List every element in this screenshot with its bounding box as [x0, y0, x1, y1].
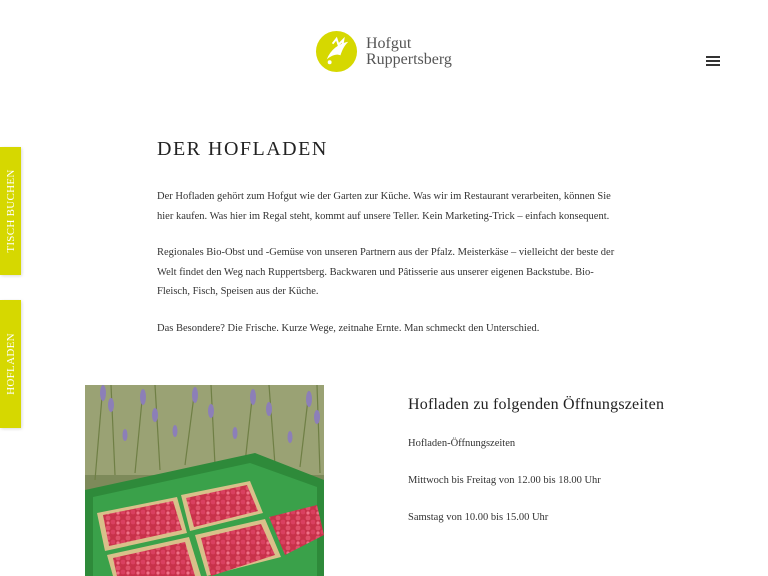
logo-wordmark: [366, 36, 452, 68]
hofladen-tab-label: HOFLADEN: [4, 333, 17, 395]
hofladen-tab[interactable]: [0, 300, 21, 428]
logo-name-line2: Ruppertsberg: [366, 50, 452, 68]
intro-paragraph: Regionales Bio-Obst und -Gemüse von unseren Partnern aus der Pfalz. Meisterkäse – vielleicht der beste der Welt findet den Weg nach Ruppertsberg. Backwaren und Pâtisserie aus unserer eigenen Backstube. Bio-Fleisch, Fisch, Speisen aus der Küche.: [157, 247, 615, 297]
tisch-buchen-label: TISCH BUCHEN: [4, 169, 17, 253]
opening-hours-title: Hofladen zu folgenden Öffnungszeiten: [408, 396, 665, 413]
raspberries-photo: [85, 385, 324, 576]
logo-name-line1: Hofgut: [366, 34, 412, 52]
opening-hours-weekdays: Mittwoch bis Freitag von 12.00 bis 18.00 Uhr: [408, 475, 601, 486]
opening-hours-saturday: Samstag von 10.00 bis 15.00 Uhr: [408, 512, 549, 523]
intro-paragraph: Der Hofladen gehört zum Hofgut wie der Garten zur Küche. Was wir im Restaurant verarbeiten, können Sie hier kaufen. Was hier im Regal steht, kommt auf unsere Teller. Kein Marketing-Trick – einfach konsequent.: [157, 191, 611, 222]
intro-paragraph: Das Besondere? Die Frische. Kurze Wege, zeitnahe Ernte. Man schmeckt den Unterschied.: [157, 322, 540, 334]
intro-section: [157, 138, 617, 355]
opening-hours-label: Hofladen-Öffnungszeiten: [408, 438, 516, 449]
hamburger-menu-icon[interactable]: [706, 56, 720, 68]
opening-hours-section: [408, 396, 708, 549]
page-title: DER HOFLADEN: [157, 138, 328, 160]
tisch-buchen-tab[interactable]: [0, 147, 21, 275]
site-logo[interactable]: [315, 30, 452, 73]
logo-emblem-icon: [315, 30, 358, 73]
